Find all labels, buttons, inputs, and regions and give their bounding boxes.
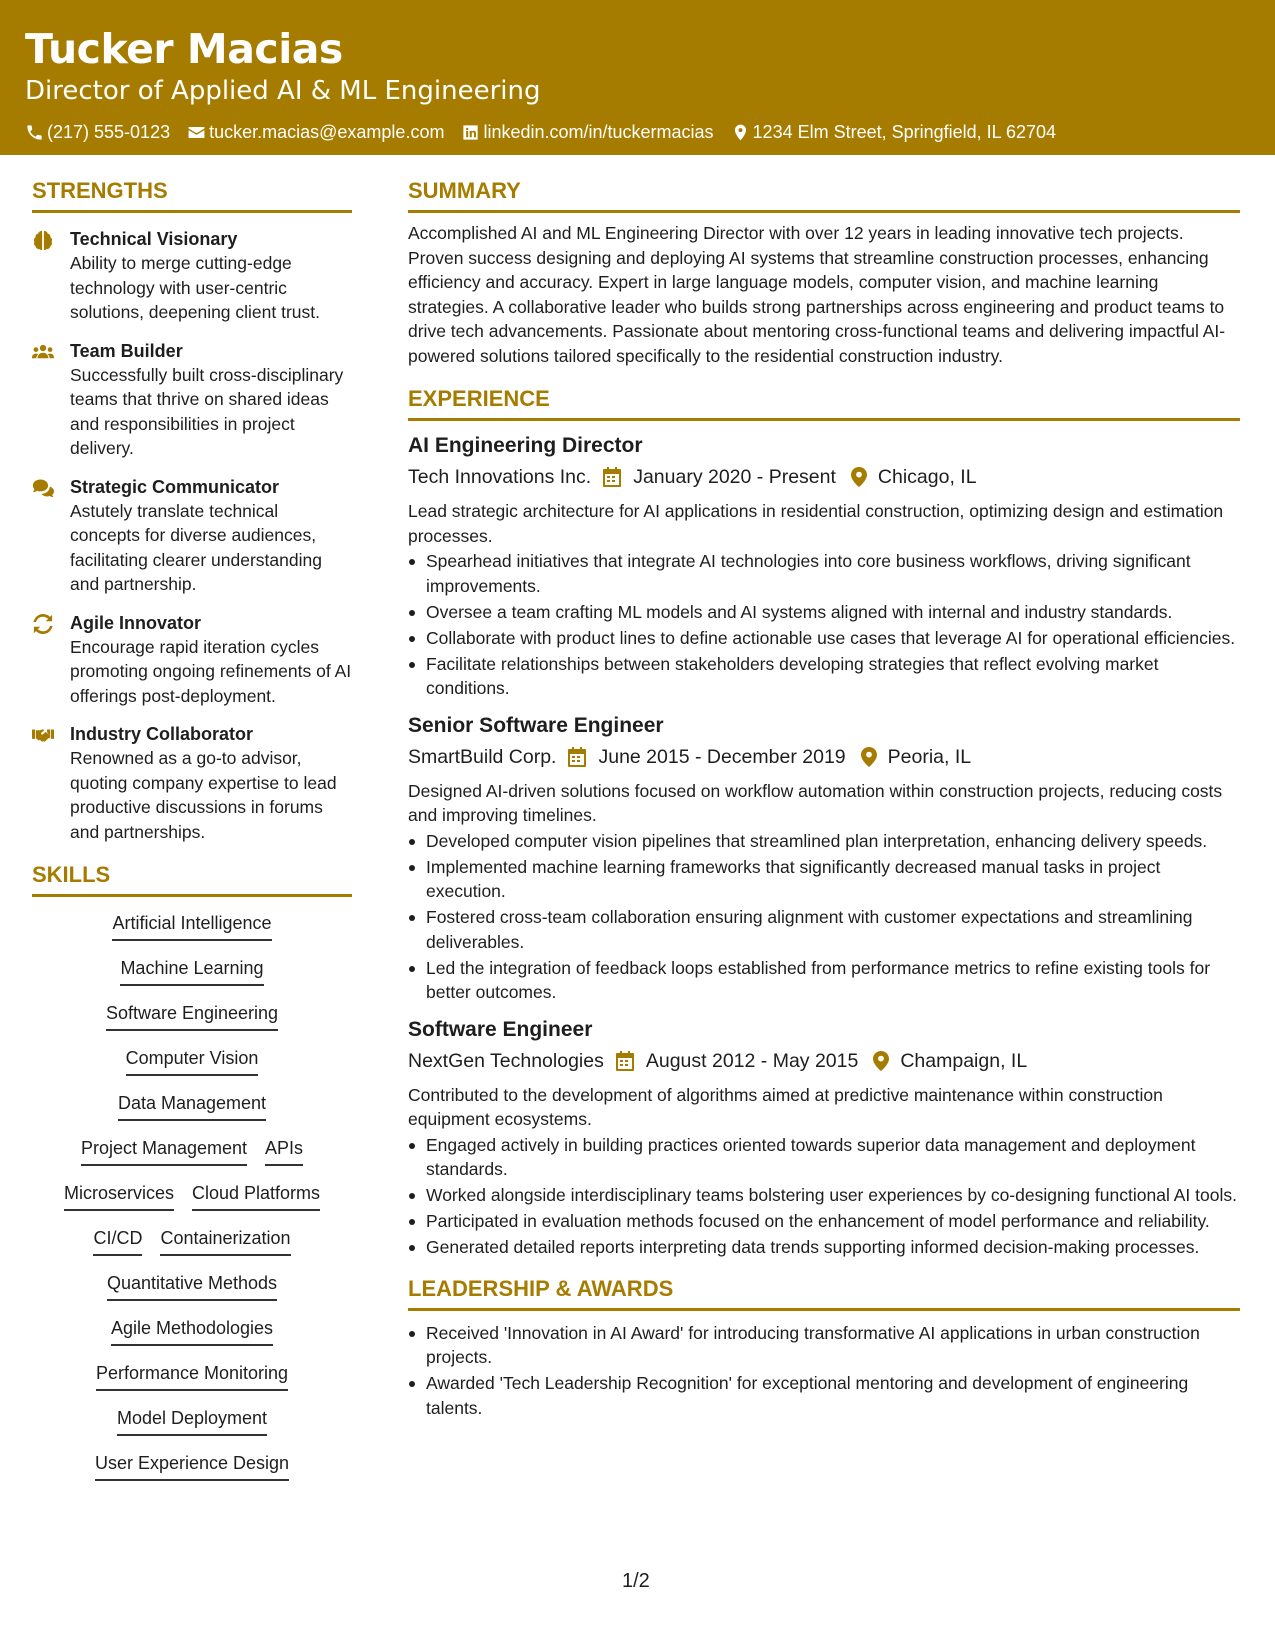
job-title: AI Engineering Director: [408, 434, 643, 457]
calendar-icon: [616, 1051, 634, 1071]
job-description: Lead strategic architecture for AI applications in residential construction, optimizing design and estimation processes.: [408, 501, 1224, 546]
skill-tag: Agile Methodologies: [111, 1316, 273, 1346]
list-item: Engaged actively in building practices oriented towards superior data management and deployment standards.: [408, 1133, 1240, 1182]
strength-desc: Ability to merge cutting-edge technology with user-centric solutions, deepening client trust.: [70, 253, 321, 322]
list-item: Awarded 'Tech Leadership Recognition' for exceptional mentoring and development of engineering talents.: [408, 1371, 1240, 1420]
list-item: Facilitate relationships between stakeholders developing strategies that reflect evolving market conditions.: [408, 652, 1240, 701]
job-meta: [408, 742, 1240, 772]
skill-tag: Project Management: [81, 1136, 247, 1166]
skill-tag: Model Deployment: [117, 1406, 267, 1436]
list-item: Generated detailed reports interpreting data trends supporting informed decision-making processes.: [408, 1235, 1240, 1260]
awards-heading: LEADERSHIP & AWARDS: [408, 1274, 1240, 1311]
map-marker-icon: [850, 467, 868, 487]
envelope-icon: [187, 123, 206, 142]
calendar-icon: [568, 747, 586, 767]
job-bullets: [408, 1133, 1240, 1260]
strength-desc: Astutely translate technical concepts for diverse audiences, facilitating clearer understanding and partnership.: [70, 500, 322, 594]
skill-tag: Quantitative Methods: [107, 1271, 277, 1301]
contact-phone[interactable]: [25, 122, 170, 143]
list-item: Implemented machine learning frameworks that significantly decreased manual tasks in project execution.: [408, 855, 1240, 904]
company-name: SmartBuild Corp.: [408, 745, 557, 768]
job-meta: [408, 462, 1240, 492]
job-dates: June 2015 - December 2019: [598, 745, 846, 768]
map-marker-icon: [731, 123, 750, 142]
candidate-role: Director of Applied AI & ML Engineering: [25, 76, 541, 106]
skill-tag: CI/CD: [93, 1226, 142, 1256]
list-item: Spearhead initiatives that integrate AI technologies into core business workflows, driving significant improvements.: [408, 549, 1240, 598]
contact-bar: [25, 122, 1250, 143]
skill-row: [97, 1001, 287, 1031]
strength-item: [32, 475, 352, 597]
skill-tag: Machine Learning: [120, 956, 263, 986]
handshake-icon: [32, 725, 54, 745]
skill-tag: Artificial Intelligence: [112, 911, 271, 941]
skill-tag: Microservices: [64, 1181, 174, 1211]
job-dates: January 2020 - Present: [633, 466, 836, 488]
strength-desc: Renowned as a go-to advisor, quoting company expertise to lead productive discussions in forums and partnerships.: [70, 748, 337, 842]
skill-tag: Performance Monitoring: [96, 1361, 288, 1391]
right-column: [408, 176, 1240, 1422]
job-location: Champaign, IL: [900, 1049, 1028, 1072]
strength-title: Agile Innovator: [70, 612, 202, 633]
skill-tag: Data Management: [118, 1091, 266, 1121]
strength-item: [32, 722, 352, 844]
list-item: Led the integration of feedback loops established from performance metrics to refine existing tools for better outcomes.: [408, 956, 1240, 1005]
map-marker-icon: [872, 1051, 890, 1071]
phone-icon: [25, 123, 44, 142]
skills-list: [32, 911, 352, 1496]
contact-address: [731, 122, 1057, 143]
skill-row: [86, 1451, 298, 1481]
job-description: Designed AI-driven solutions focused on workflow automation within construction projects, reducing costs and improving timelines.: [408, 780, 1223, 825]
skill-tag: APIs: [265, 1136, 303, 1166]
skill-row: [72, 1136, 312, 1166]
list-item: Fostered cross-team collaboration ensuring alignment with customer expectations and streamlining deliverables.: [408, 905, 1240, 954]
skills-heading: SKILLS: [32, 860, 352, 897]
summary-heading: SUMMARY: [408, 176, 1240, 213]
job-entry: [408, 1015, 1240, 1260]
skill-tag: Containerization: [160, 1226, 290, 1256]
strengths-heading: STRENGTHS: [32, 176, 352, 213]
linkedin-icon: [461, 123, 480, 142]
job-location: Chicago, IL: [877, 466, 977, 488]
strength-title: Team Builder: [70, 340, 183, 361]
list-item: Developed computer vision pipelines that streamlined plan interpretation, enhancing delivery speeds.: [408, 829, 1240, 854]
list-item: Oversee a team crafting ML models and AI systems aligned with internal and industry standards.: [408, 600, 1240, 625]
map-marker-icon: [860, 747, 878, 767]
list-item: Participated in evaluation methods focused on the enhancement of model performance and reliability.: [408, 1209, 1240, 1234]
strength-item: [32, 339, 352, 461]
comments-icon: [32, 478, 54, 498]
calendar-icon: [603, 467, 621, 487]
experience-heading: EXPERIENCE: [408, 384, 1240, 421]
job-entry: [408, 711, 1240, 1005]
strength-desc: Encourage rapid iteration cycles promoting ongoing refinements of AI offerings post-deployment.: [70, 636, 352, 706]
skill-tag: User Experience Design: [95, 1451, 289, 1481]
job-description: Contributed to the development of algorithms aimed at predictive maintenance within construction equipment ecosystems.: [408, 1084, 1163, 1129]
job-bullets: [408, 829, 1240, 1005]
job-meta: [408, 1046, 1240, 1076]
strength-item: [32, 227, 352, 325]
brain-icon: [32, 230, 54, 250]
job-title: Senior Software Engineer: [408, 713, 664, 737]
users-icon: [32, 342, 54, 362]
strength-title: Strategic Communicator: [70, 476, 280, 497]
skill-row: [117, 1046, 268, 1076]
summary-text: Accomplished AI and ML Engineering Director with over 12 years in leading innovative tech projects. Proven success designing and deploying AI systems that streamline construction processes, enhancing efficiency and accuracy. Expert in large language models, computer vision, and machine learning strategies. A collaborative leader who builds strong partnerships across engineering and product teams to drive tech advancements. Passionate about mentoring cross-functional teams and delivering impactful AI-powered solutions tailored specifically to the residential construction industry.: [408, 223, 1226, 366]
address-text: 1234 Elm Street, Springfield, IL 62704: [752, 122, 1057, 142]
email-text: tucker.macias@example.com: [209, 122, 445, 142]
strength-title: Technical Visionary: [70, 229, 238, 249]
skill-row: [98, 1271, 286, 1301]
company-name: Tech Innovations Inc.: [408, 466, 592, 488]
job-title: Software Engineer: [408, 1017, 593, 1041]
phone-text: (217) 555-0123: [47, 122, 171, 142]
strength-desc: Successfully built cross-disciplinary teams that thrive on shared ideas and responsibilities in project delivery.: [70, 364, 344, 458]
awards-list: [408, 1321, 1240, 1421]
list-item: Received 'Innovation in AI Award' for introducing transformative AI applications in urban construction projects.: [408, 1321, 1240, 1370]
company-name: NextGen Technologies: [408, 1049, 604, 1072]
sync-icon: [32, 614, 54, 634]
strengths-list: [32, 227, 352, 844]
skill-tag: Cloud Platforms: [192, 1181, 320, 1211]
skill-row: [87, 1361, 297, 1391]
left-column: [32, 176, 352, 1496]
linkedin-text: linkedin.com/in/tuckermacias: [483, 122, 714, 142]
skill-row: [103, 911, 280, 941]
skill-row: [109, 1091, 275, 1121]
job-location: Peoria, IL: [887, 745, 972, 768]
skill-row: [84, 1226, 299, 1256]
skill-row: [102, 1316, 282, 1346]
job-dates: August 2012 - May 2015: [645, 1049, 859, 1072]
job-entry: [408, 431, 1240, 701]
strength-item: [32, 611, 352, 709]
skill-tag: Software Engineering: [106, 1001, 278, 1031]
list-item: Collaborate with product lines to define actionable use cases that leverage AI for operational efficiencies.: [408, 626, 1240, 651]
contact-email[interactable]: [187, 122, 444, 143]
candidate-name: Tucker Macias: [25, 25, 343, 73]
contact-linkedin[interactable]: [461, 122, 713, 143]
skill-tag: Computer Vision: [126, 1046, 259, 1076]
skill-row: [111, 956, 272, 986]
skill-row: [55, 1181, 329, 1211]
resume-header: [0, 0, 1275, 155]
strength-title: Industry Collaborator: [70, 724, 254, 744]
job-bullets: [408, 549, 1240, 701]
page-number: 1/2: [622, 1570, 650, 1592]
list-item: Worked alongside interdisciplinary teams bolstering user experiences by co-designing functional AI tools.: [408, 1183, 1240, 1208]
skill-row: [108, 1406, 276, 1436]
